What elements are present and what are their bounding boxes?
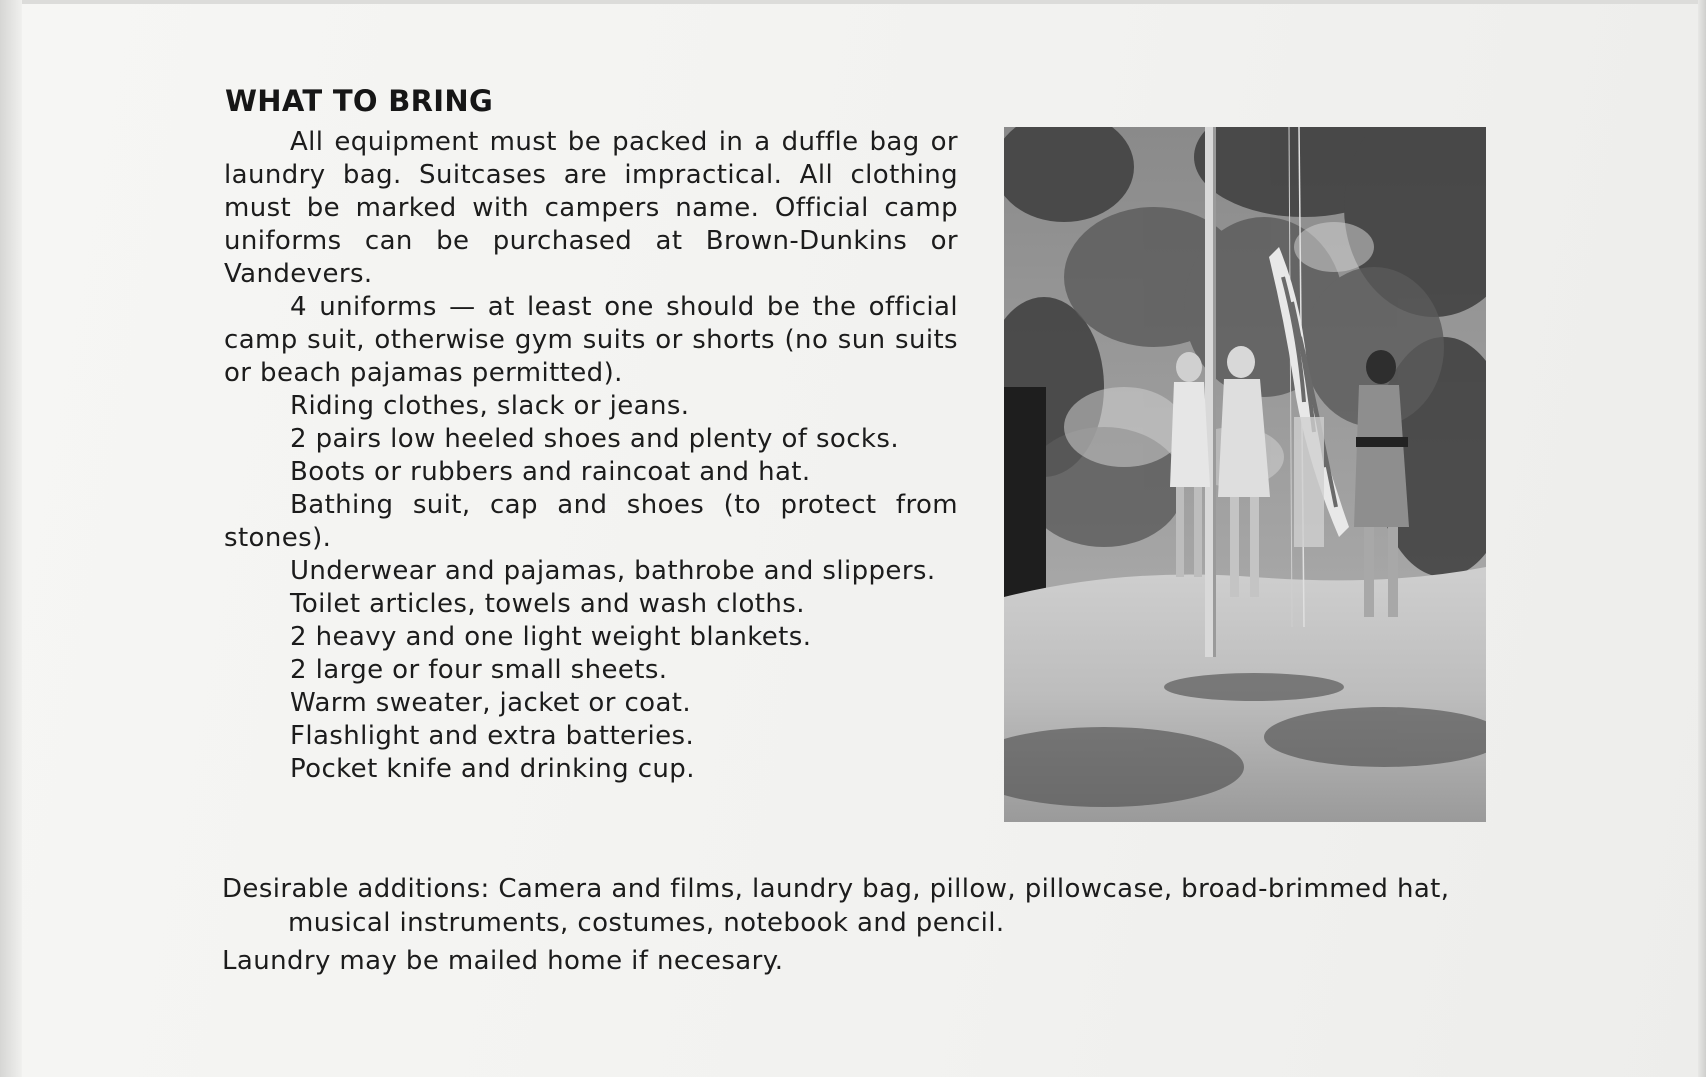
list-item: Bathing suit, cap and shoes (to protect from stones). xyxy=(224,490,958,553)
list-item: Flashlight and extra batteries. xyxy=(290,721,695,751)
list-item: Pocket knife and drinking cup. xyxy=(290,754,695,784)
bottom-notes xyxy=(222,872,1492,978)
list-item: Underwear and pajamas, bathrobe and slippers. xyxy=(290,556,936,586)
list-item: 2 large or four small sheets. xyxy=(290,655,668,685)
packing-list-column xyxy=(224,126,958,786)
list-item: 2 heavy and one light weight blankets. xyxy=(290,622,812,652)
flag-raising-photo xyxy=(1004,127,1486,822)
list-item: Warm sweater, jacket or coat. xyxy=(290,688,692,718)
laundry-note: Laundry may be mailed home if necesary. xyxy=(222,946,784,976)
list-item: Boots or rubbers and raincoat and hat. xyxy=(290,457,811,487)
page-left-edge xyxy=(0,0,22,1077)
section-heading: WHAT TO BRING xyxy=(225,84,494,118)
intro-paragraph: All equipment must be packed in a duffle bag or laundry bag. Suitcases are impractical. All clothing must be marked with campers name. Official camp uniforms can be purchased at Brown-Dunkins or Vandevers. xyxy=(224,127,958,289)
desirable-additions: Desirable additions: Camera and films, laundry bag, pillow, pillowcase, broad-brimmed hat, musical instruments, costumes, notebook and pencil. xyxy=(222,874,1450,938)
list-item: 4 uniforms — at least one should be the official camp suit, otherwise gym suits or shorts (no sun suits or beach pajamas permitted). xyxy=(224,292,958,388)
list-item: Riding clothes, slack or jeans. xyxy=(290,391,690,421)
page-right-edge xyxy=(1698,0,1706,1077)
list-item: 2 pairs low heeled shoes and plenty of socks. xyxy=(290,424,899,454)
list-item: Toilet articles, towels and wash cloths. xyxy=(290,589,805,619)
page-top-edge xyxy=(0,0,1706,4)
